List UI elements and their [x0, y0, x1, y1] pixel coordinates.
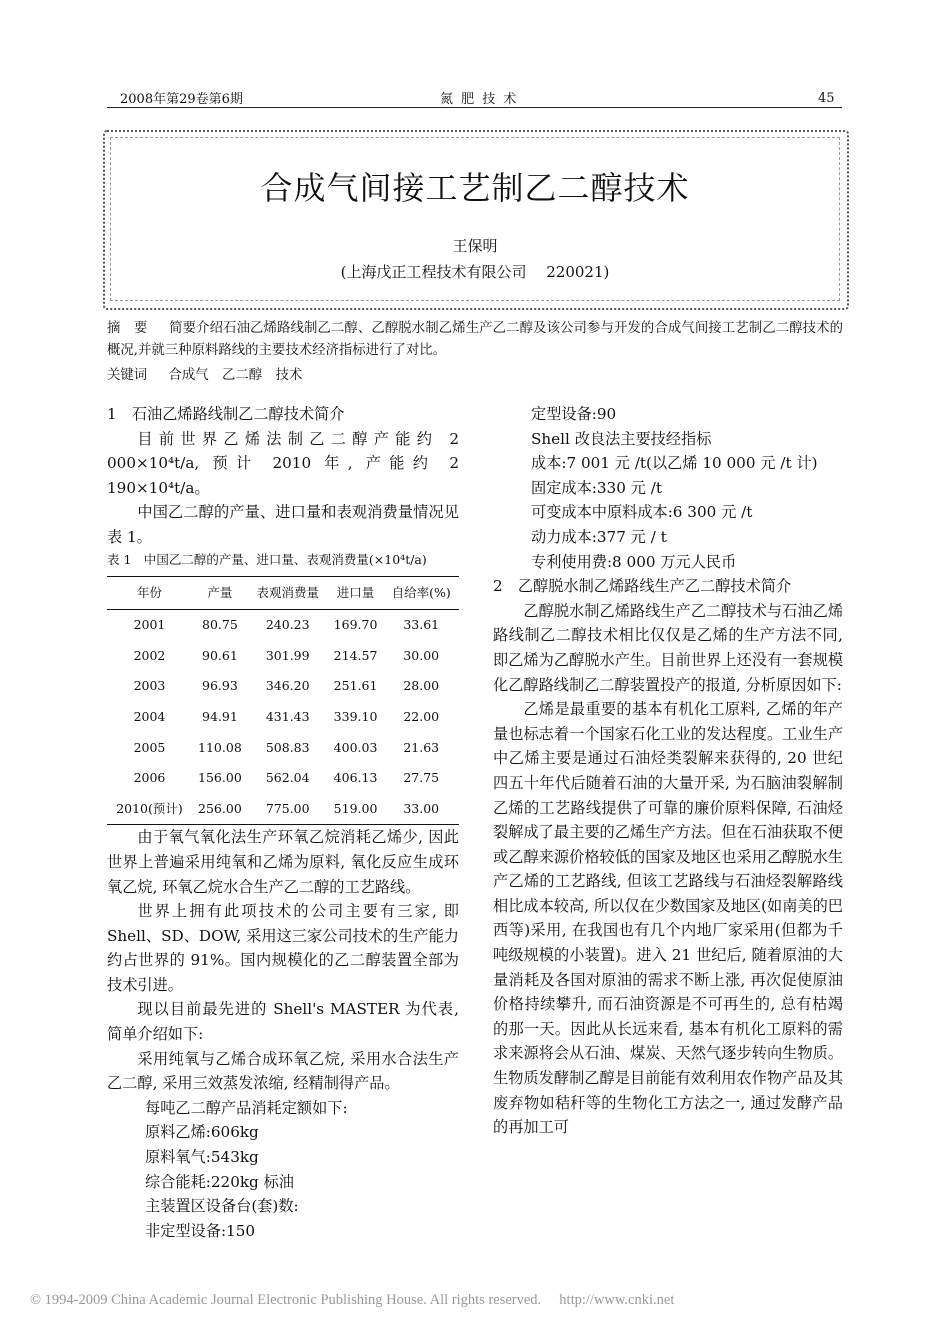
page-number: 45 — [818, 91, 835, 106]
keywords-text: 合成气 乙二醇 技术 — [168, 368, 303, 383]
table-row — [107, 733, 459, 764]
paragraph: 采用纯氧与乙烯合成环氧乙烷, 采用水合法生产乙二醇, 采用三效蒸发浓缩, 经精制得产品。 — [107, 1049, 459, 1093]
paragraph: 现以目前最先进的 Shell's MASTER 为代表, 简单介绍如下: — [107, 1000, 459, 1044]
table-cell: 33.61 — [403, 617, 440, 633]
journal-name: 氮 肥 技 术 — [440, 92, 519, 107]
table-header: 自给率(%) — [383, 576, 459, 610]
paragraph: 中国乙二醇的产量、进口量和表观消费量情况见表 1。 — [107, 503, 459, 546]
table-header-row — [107, 576, 459, 610]
table-cell: 156.00 — [198, 770, 242, 786]
list-item: 原料乙烯:606kg — [145, 1123, 259, 1142]
table-row — [107, 610, 459, 641]
table-header: 表观消费量 — [248, 576, 328, 610]
table-cell: 240.23 — [265, 617, 310, 633]
table-cell: 346.20 — [265, 678, 310, 694]
table-cell: 33.00 — [383, 794, 459, 825]
paragraph: 目前世界乙烯法制乙二醇产能约 2 000×10⁴t/a, 预计 2010 年, 产能约 2 190×10⁴t/a。 — [107, 429, 459, 497]
table-cell: 169.70 — [333, 617, 378, 633]
table-cell: 251.61 — [333, 678, 378, 694]
table-cell: 2001 — [133, 617, 166, 633]
table-cell: 2002 — [133, 647, 166, 663]
list-item: 定型设备:90 — [531, 405, 617, 423]
table-cell: 2005 — [133, 739, 166, 755]
table-row — [107, 763, 459, 794]
right-column — [493, 402, 843, 1140]
table-cell: 2006 — [133, 770, 166, 786]
paragraph: 乙烯是最重要的基本有机化工原料, 乙烯的年产量也标志着一个国家石化工业的发达程度。工业生产中乙烯主要是通过石油烃类裂解来获得的, 20 世纪四五十年代后随着石油的大量开采, 为石脑油裂解制乙烯的工艺路线提供了可靠的廉价原料保障, 石油烃裂解成了最主要的乙烯生产方法。但在石油获取不便或乙醇来源价格较低的国家及地区也采用乙醇脱水生产乙烯的工艺路线, 但该工艺路线与石油烃裂解路线相比成本较高, 所以仅在少数国家及地区(如南美的巴西等)采用, 在我国也有几个内地厂家采用(但都为千吨级规模的小装置)。进入 21 世纪后, 随着原油的大量消耗及各国对原油的需求不断上涨, 再次促使原油价格持续攀升, 而石油资源是不可再生的, 总有枯竭的那一天。因此从长远来看, 基本有机化工原料的需求来源将会从石油、煤炭、天然气逐步转向生物质。生物质发酵制乙醇是目前能有效利用农作物产品及其废弃物如秸秆等的生物化工方法之一, 通过发酵产品的再加工可 — [493, 700, 843, 1137]
table-cell: 2004 — [133, 708, 166, 724]
table-cell: 431.43 — [265, 708, 310, 724]
table-cell: 406.13 — [333, 770, 378, 786]
table-cell: 27.75 — [403, 770, 440, 786]
table-cell: 90.61 — [202, 647, 238, 663]
table-cell: 2010(预计) — [107, 794, 192, 825]
table-row — [107, 671, 459, 702]
list-item: Shell 改良法主要技经指标 — [531, 429, 712, 448]
table-cell: 519.00 — [328, 794, 384, 825]
list-item: 非定型设备:150 — [145, 1221, 256, 1240]
left-column — [107, 402, 459, 1243]
list-item: 成本:7 001 元 /t(以乙烯 10 000 元 /t 计) — [531, 454, 818, 473]
abstract-text: 简要介绍石油乙烯路线制乙二醇、乙醇脱水制乙烯生产乙二醇及该公司参与开发的合成气间接工艺制乙二醇技术的概况,并就三种原料路线的主要技术经济指标进行了对比。 — [107, 321, 843, 358]
table-cell: 339.10 — [333, 708, 378, 724]
list-item: 可变成本中原料成本:6 300 元 /t — [531, 503, 753, 522]
table-cell: 30.00 — [403, 647, 440, 663]
list-item: 每吨乙二醇产品消耗定额如下: — [145, 1098, 348, 1117]
keywords-label: 关键词 — [107, 368, 148, 383]
table-cell: 96.93 — [202, 678, 238, 694]
table-row — [107, 794, 459, 825]
list-item: 原料氧气:543kg — [145, 1148, 259, 1167]
table-cell: 94.91 — [202, 708, 238, 724]
table-header: 年份 — [107, 576, 192, 610]
table-cell: 214.57 — [333, 647, 378, 663]
paragraph: 由于氧气氧化法生产环氧乙烷消耗乙烯少, 因此世界上普遍采用纯氧和乙烯为原料, 氧化反应生成环氧乙烷, 环氧乙烷水合生产乙二醇的工艺路线。 — [107, 828, 459, 896]
article-title: 合成气间接工艺制乙二醇技术 — [260, 169, 690, 207]
list-item: 动力成本:377 元 / t — [531, 527, 667, 546]
list-item: 固定成本:330 元 /t — [531, 478, 662, 497]
table-cell: 508.83 — [265, 739, 310, 755]
paragraph: 世界上拥有此项技术的公司主要有三家, 即 Shell、SD、DOW, 采用这三家公司技术的生产能力约占世界的 91%。国内规模化的乙二醇装置全部为技术引进。 — [107, 902, 459, 994]
list-item: 综合能耗:220kg 标油 — [145, 1172, 294, 1191]
table-cell: 110.08 — [198, 739, 242, 755]
table-header: 进口量 — [328, 576, 384, 610]
table-cell: 562.04 — [265, 770, 310, 786]
table-cell: 22.00 — [403, 708, 440, 724]
journal-issue: 2008年第29卷第6期 — [120, 92, 243, 107]
table-1 — [107, 576, 459, 826]
table-caption: 表 1 中国乙二醇的产量、进口量、表观消费量(×10⁴t/a) — [107, 551, 427, 567]
copyright-footer: © 1994-2009 China Academic Journal Electronic Publishing House. All rights reserved. http://www.cnki.net — [30, 1292, 675, 1308]
table-cell: 256.00 — [192, 794, 248, 825]
abstract-label: 摘 要 — [107, 321, 148, 336]
table-cell: 2003 — [133, 678, 166, 694]
author: 王保明 — [452, 237, 498, 255]
table-cell: 775.00 — [248, 794, 328, 825]
list-item: 专利使用费:8 000 万元人民币 — [531, 552, 737, 571]
section-1-title: 1 石油乙烯路线制乙二醇技术简介 — [107, 405, 345, 423]
table-cell: 28.00 — [403, 678, 440, 694]
table-cell: 400.03 — [333, 739, 378, 755]
abstract — [107, 318, 843, 362]
affiliation: (上海戊正工程技术有限公司 220021) — [340, 263, 610, 281]
paragraph: 乙醇脱水制乙烯路线生产乙二醇技术与石油乙烯路线制乙二醇技术相比仅仅是乙烯的生产方法不同, 即乙烯为乙醇脱水产生。目前世界上还没有一套规模化乙醇路线制乙二醇装置投产的报道, 分析原因如下: — [493, 601, 843, 694]
table-cell: 301.99 — [265, 647, 310, 663]
keywords — [107, 364, 302, 383]
table-header: 产量 — [192, 576, 248, 610]
header-rule — [107, 107, 842, 108]
table-row — [107, 702, 459, 733]
table-cell: 21.63 — [403, 739, 440, 755]
table-row — [107, 641, 459, 672]
section-2-title: 2 乙醇脱水制乙烯路线生产乙二醇技术简介 — [493, 577, 792, 596]
table-cell: 80.75 — [202, 617, 238, 633]
list-item: 主装置区设备台(套)数: — [145, 1197, 299, 1216]
